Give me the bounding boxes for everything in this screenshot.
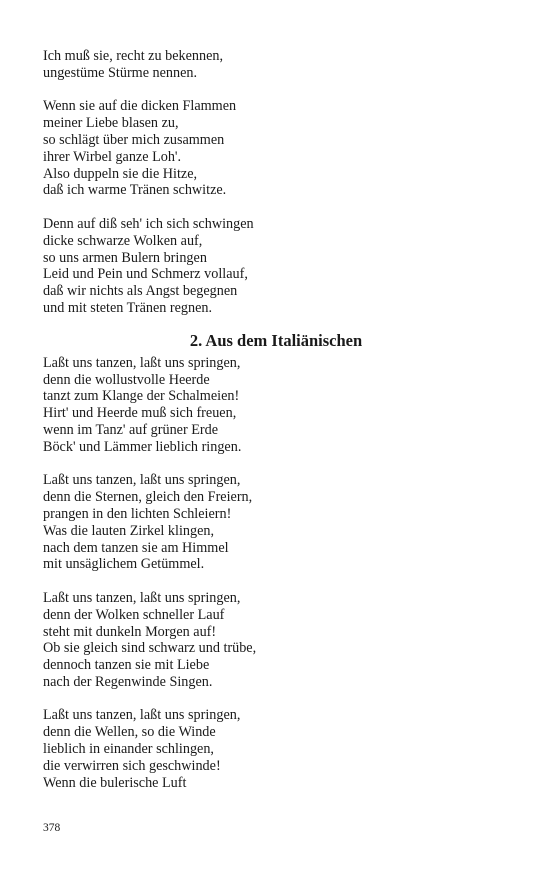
poem-line: meiner Liebe blasen zu, — [43, 115, 179, 132]
poem-line: Laßt uns tanzen, laßt uns springen, — [43, 589, 241, 606]
stanza — [43, 590, 513, 691]
poem-line: Also duppeln sie die Hitze, — [43, 165, 198, 182]
poem-line: wenn im Tanz' auf grüner Erde — [43, 421, 219, 438]
poem-line: nach der Regenwinde Singen. — [43, 673, 213, 690]
poem-line: tanzt zum Klange der Schalmeien! — [43, 388, 240, 405]
poem-2-title: 2. Aus dem Italiänischen — [189, 330, 363, 350]
poem-line: Laßt uns tanzen, laßt uns springen, — [43, 707, 241, 724]
poem-line: Böck' und Lämmer lieblich ringen. — [43, 438, 242, 455]
stanza — [43, 707, 513, 791]
stanza — [43, 98, 513, 199]
poem-line: denn die Sternen, gleich den Freiern, — [43, 489, 253, 506]
poem-line: so schlägt über mich zusammen — [43, 131, 225, 148]
poem-line: daß ich warme Tränen schwitze. — [43, 182, 227, 199]
poem-line: steht mit dunkeln Morgen auf! — [43, 623, 217, 640]
poem-2 — [43, 355, 513, 792]
poem-line: ungestüme Stürme nennen. — [43, 64, 198, 81]
poem-line: Ob sie gleich sind schwarz und trübe, — [43, 640, 257, 657]
poem-line: dennoch tanzen sie mit Liebe — [43, 657, 210, 674]
stanza — [43, 472, 513, 573]
poem-line: nach dem tanzen sie am Himmel — [43, 539, 229, 556]
stanza — [43, 355, 513, 456]
poem-line: lieblich in einander schlingen, — [43, 741, 214, 758]
poem-line: so uns armen Bulern bringen — [43, 249, 207, 266]
stanza — [43, 48, 513, 82]
poem-line: prangen in den lichten Schleiern! — [43, 505, 232, 522]
poem-line: denn der Wolken schneller Lauf — [43, 606, 225, 623]
poem-line: die verwirren sich geschwinde! — [43, 757, 221, 774]
poem-line: Ich muß sie, recht zu bekennen, — [43, 48, 224, 64]
poem-line: und mit steten Tränen regnen. — [43, 299, 213, 316]
poem-line: dicke schwarze Wolken auf, — [43, 232, 203, 249]
poem-line: Wenn die bulerische Luft — [43, 774, 187, 791]
poem-line: Wenn sie auf die dicken Flammen — [43, 98, 237, 115]
poem-line: Denn auf diß seh' ich sich schwingen — [43, 215, 254, 232]
poem-line: mit unsäglichem Getümmel. — [43, 556, 205, 573]
poem-line: Laßt uns tanzen, laßt uns springen, — [43, 472, 241, 489]
stanza — [43, 216, 513, 317]
poem-line: denn die Wellen, so die Winde — [43, 724, 216, 741]
poem-line: Hirt' und Heerde muß sich freuen, — [43, 405, 237, 422]
poem-line: ihrer Wirbel ganze Loh'. — [43, 148, 182, 165]
poem-line: denn die wollustvolle Heerde — [43, 371, 210, 388]
poem-line: Leid und Pein und Schmerz vollauf, — [43, 266, 248, 283]
page-number: 378 — [43, 822, 61, 834]
poem-line: Was die lauten Zirkel klingen, — [43, 522, 215, 539]
page-body — [43, 48, 513, 791]
poem-1 — [43, 48, 513, 317]
poem-line: Laßt uns tanzen, laßt uns springen, — [43, 354, 241, 371]
poem-line: daß wir nichts als Angst begegnen — [43, 283, 238, 300]
